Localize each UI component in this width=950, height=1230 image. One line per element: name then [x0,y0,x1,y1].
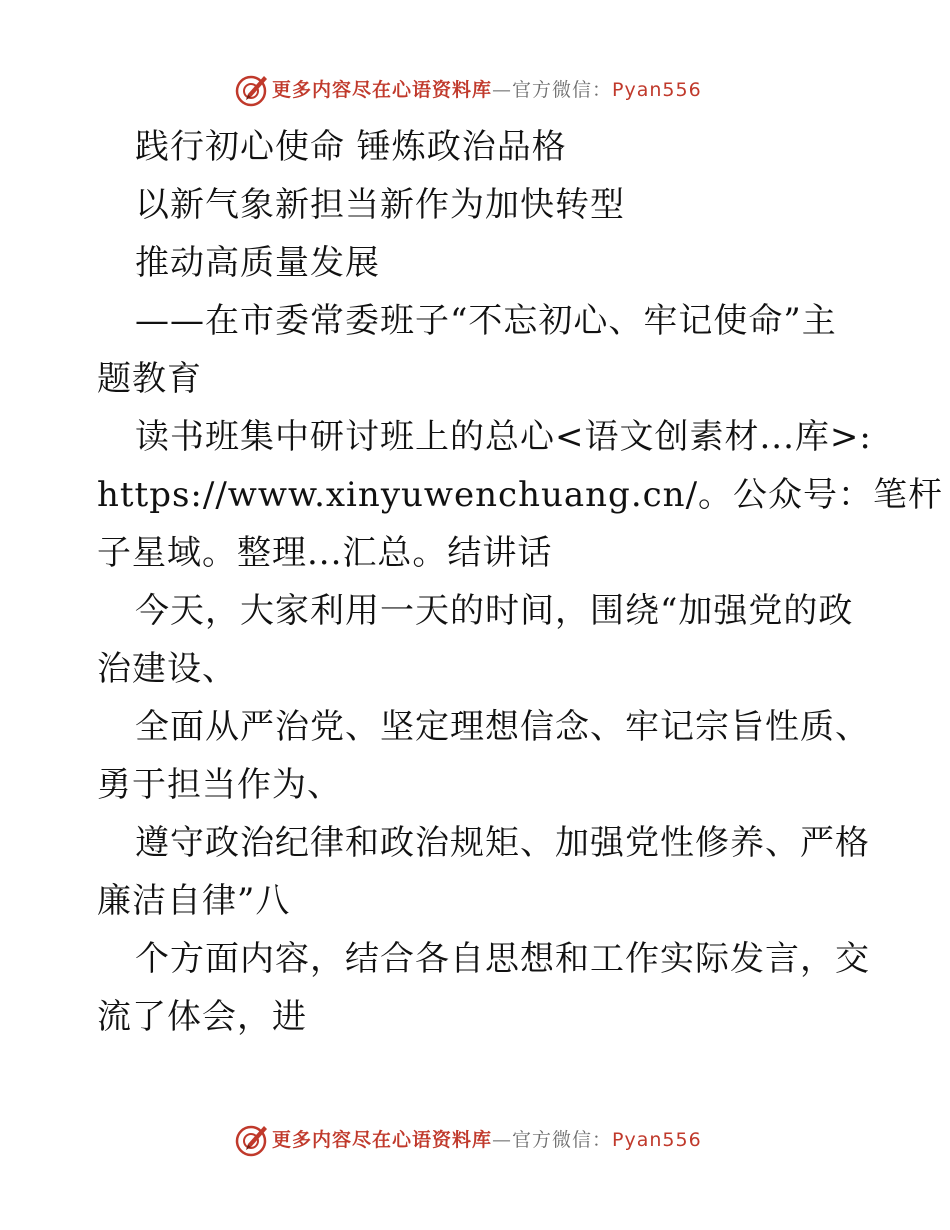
paragraph-line-5: 遵守政治纪律和政治规矩、加强党性修养、严格 [135,823,870,863]
paragraph-line-3: 全面从严治党、坚定理想信念、牢记宗旨性质、 [135,707,870,747]
subtitle-line-2: 题教育 [97,359,202,399]
paragraph-line-1: 今天，大家利用一天的时间，围绕“加强党的政 [135,591,854,631]
title-line-3: 推动高质量发展 [135,243,380,283]
body-line-summary: 子星域。整理...汇总。结讲话 [97,533,553,573]
watermark-separator: — [492,79,513,101]
watermark-wechat-id: Pyan556 [612,79,702,101]
subtitle-line-1: ——在市委常委班子“不忘初心、牢记使命”主 [135,301,837,341]
body-line-url: https://www.xinyuwenchuang.cn/。公众号：笔杆 [97,475,944,515]
watermark-official-label: 官方微信： [512,79,613,101]
library-logo-icon [234,1122,270,1158]
watermark-library-text: 更多内容尽在心语资料库 [272,1129,493,1151]
paragraph-line-7: 个方面内容，结合各自思想和工作实际发言，交 [135,939,870,979]
paragraph-line-4: 勇于担当作为、 [97,765,342,805]
footer-watermark [0,1120,950,1160]
document-body [97,118,944,1046]
watermark-separator: — [492,1129,513,1151]
watermark-wechat-id: Pyan556 [612,1129,702,1151]
header-watermark [0,70,950,110]
title-line-1: 践行初心使命 锤炼政治品格 [135,127,567,167]
library-logo-icon [234,72,270,108]
watermark-text [272,78,702,102]
watermark-text [272,1128,702,1152]
paragraph-line-8: 流了体会，进 [97,997,307,1037]
watermark-library-text: 更多内容尽在心语资料库 [272,79,493,101]
paragraph-line-2: 治建设、 [97,649,237,689]
watermark-official-label: 官方微信： [512,1129,613,1151]
paragraph-line-6: 廉洁自律”八 [97,881,291,921]
subtitle-line-3: 读书班集中研讨班上的总心<语文创素材...库>: [135,417,872,457]
title-line-2: 以新气象新担当新作为加快转型 [135,185,625,225]
